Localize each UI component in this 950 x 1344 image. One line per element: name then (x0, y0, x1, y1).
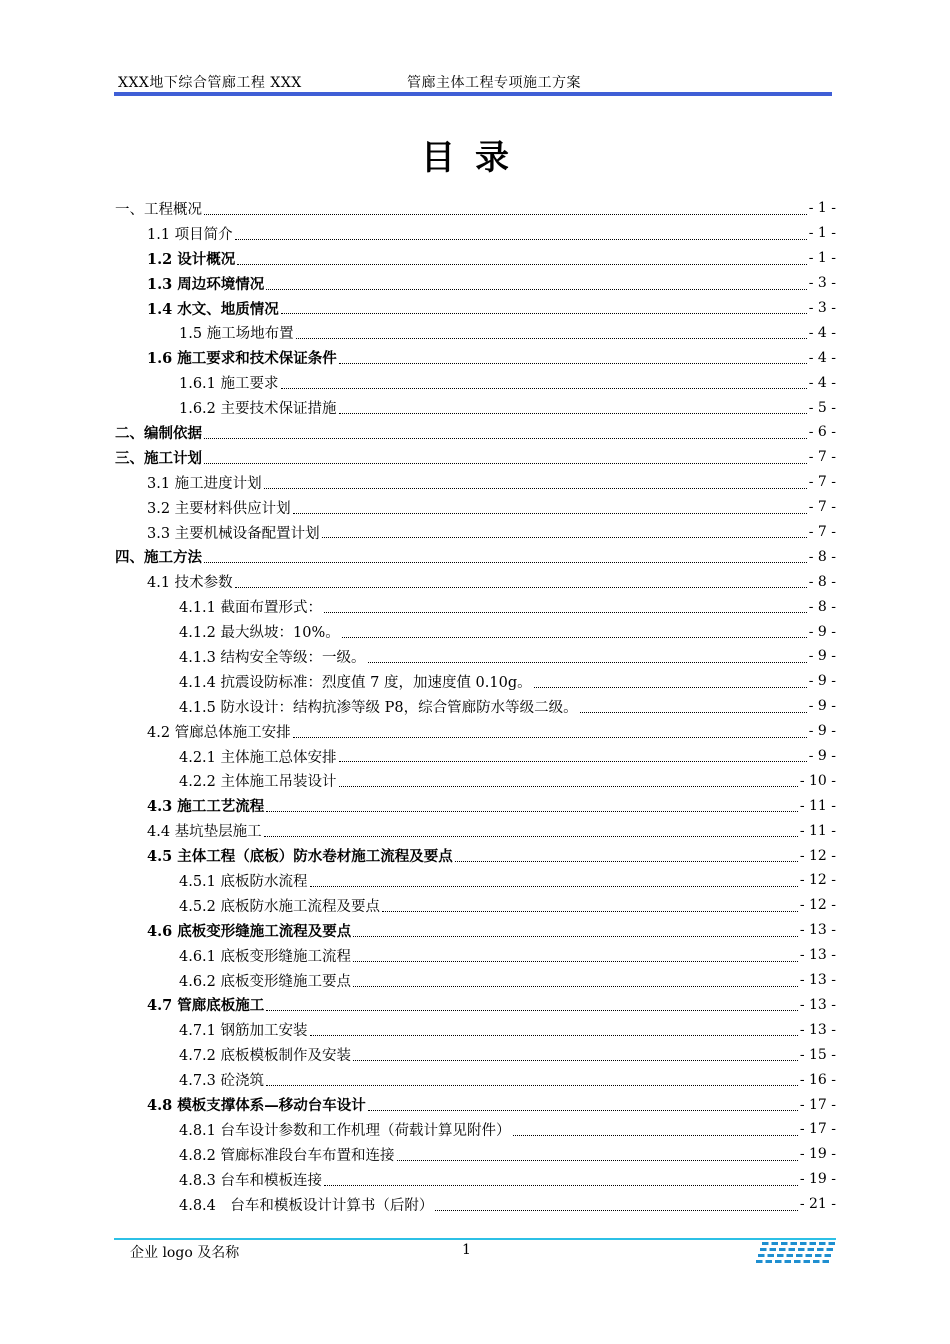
toc-entry[interactable] (115, 470, 836, 495)
toc-entry[interactable] (115, 345, 836, 370)
toc-entry[interactable] (115, 196, 836, 221)
toc-entry-label: 1.2 设计概况 (147, 250, 236, 268)
toc-entry[interactable] (115, 694, 836, 719)
toc-entry[interactable] (115, 544, 836, 569)
toc-entry[interactable] (115, 594, 836, 619)
footer-rule (114, 1238, 836, 1240)
toc-entry[interactable] (115, 1192, 836, 1217)
toc-entry[interactable] (115, 744, 836, 769)
toc-entry-page: - 10 - (799, 772, 836, 789)
toc-entry-page: - 13 - (799, 1021, 836, 1038)
toc-dot-leader (204, 437, 807, 439)
page-header (114, 70, 830, 92)
toc-entry[interactable] (115, 1142, 836, 1167)
toc-entry[interactable] (115, 644, 836, 669)
toc-dot-leader (324, 611, 807, 613)
toc-dot-leader (353, 935, 798, 937)
toc-dot-leader (266, 1009, 798, 1011)
toc-entry-page: - 9 - (808, 673, 836, 690)
header-rule (114, 92, 832, 96)
toc-dot-leader (266, 1084, 798, 1086)
toc-entry-page: - 8 - (808, 598, 836, 615)
toc-entry-label: 4.1 技术参数 (147, 575, 233, 592)
toc-entry[interactable] (115, 943, 836, 968)
toc-entry-page: - 15 - (799, 1046, 836, 1063)
toc-entry-label: 4.1.4 抗震设防标准：烈度值 7 度，加速度值 0.10g。 (179, 674, 532, 691)
toc-entry[interactable] (115, 1117, 836, 1142)
toc-entry[interactable] (115, 569, 836, 594)
toc-dot-leader (264, 835, 798, 837)
toc-entry-page: - 3 - (808, 275, 836, 292)
toc-dot-leader (266, 810, 798, 812)
toc-dot-leader (310, 1034, 798, 1036)
toc-entry[interactable] (115, 619, 836, 644)
toc-entry-label: 4.8.3 台车和模板连接 (179, 1172, 323, 1189)
toc-entry-page: - 9 - (808, 698, 836, 715)
toc-entry-page: - 11 - (799, 822, 836, 839)
table-of-contents (115, 196, 836, 1217)
toc-entry-label: 4.1.3 结构安全等级：一级。 (179, 649, 366, 666)
toc-entry-label: 1.5 施工场地布置 (179, 326, 294, 343)
toc-entry-page: - 7 - (808, 474, 836, 491)
toc-entry-page: - 3 - (808, 300, 836, 316)
toc-entry-page: - 9 - (808, 748, 836, 765)
toc-dot-leader (293, 736, 807, 738)
toc-entry[interactable] (115, 296, 836, 321)
toc-entry[interactable] (115, 768, 836, 793)
toc-dot-leader (296, 337, 807, 339)
toc-entry-label: 4.8.2 管廊标准段台车布置和连接 (179, 1147, 395, 1164)
toc-dot-leader (281, 312, 807, 314)
toc-entry-label: 4.2 管廊总体施工安排 (147, 724, 291, 741)
toc-entry[interactable] (115, 868, 836, 893)
toc-dot-leader (264, 487, 807, 489)
toc-entry-page: - 19 - (799, 1171, 836, 1188)
toc-dot-leader (235, 586, 807, 588)
toc-entry-page: - 9 - (808, 723, 836, 740)
toc-dot-leader (580, 711, 807, 713)
toc-dot-leader (368, 1109, 798, 1111)
toc-entry-label: 4.5.2 底板防水施工流程及要点 (179, 898, 381, 915)
toc-entry-page: - 8 - (808, 548, 836, 565)
toc-entry-label: 1.3 周边环境情况 (147, 275, 265, 293)
toc-entry[interactable] (115, 420, 836, 445)
toc-entry-page: - 19 - (799, 1146, 836, 1163)
toc-entry-label: 4.7.3 砼浇筑 (179, 1073, 265, 1090)
toc-entry-label: 4.2.2 主体施工吊装设计 (179, 774, 337, 791)
toc-entry[interactable] (115, 320, 836, 345)
toc-entry-label: 3.1 施工进度计划 (147, 475, 262, 492)
toc-entry-label: 二、编制依据 (115, 424, 202, 442)
toc-entry[interactable] (115, 445, 836, 470)
toc-entry[interactable] (115, 1167, 836, 1192)
toc-dot-leader (339, 412, 807, 414)
toc-entry[interactable] (115, 246, 836, 271)
toc-entry-page: - 13 - (799, 972, 836, 989)
toc-entry-label: 4.1.1 截面布置形式： (179, 600, 323, 617)
toc-dot-leader (266, 288, 806, 290)
toc-entry-label: 4.4 基坑垫层施工 (147, 824, 262, 841)
toc-entry[interactable] (115, 843, 836, 868)
toc-dot-leader (322, 536, 807, 538)
toc-dot-leader (513, 1134, 798, 1136)
toc-entry[interactable] (115, 1092, 836, 1117)
toc-entry-page: - 21 - (799, 1196, 836, 1213)
toc-dot-leader (310, 885, 798, 887)
toc-entry-page: - 12 - (799, 847, 836, 864)
toc-entry-page: - 4 - (808, 349, 836, 366)
toc-entry-page: - 12 - (799, 897, 836, 914)
toc-entry-label: 4.1.2 最大纵坡：10%。 (179, 625, 340, 642)
toc-entry[interactable] (115, 818, 836, 843)
toc-entry-page: - 1 - (808, 200, 836, 217)
toc-entry-label: 四、施工方法 (115, 549, 202, 567)
toc-entry-label: 1.6 施工要求和技术保证条件 (147, 350, 337, 368)
toc-dot-leader (455, 860, 798, 862)
toc-dot-leader (382, 910, 798, 912)
toc-dot-leader (204, 462, 807, 464)
toc-entry-page: - 1 - (808, 225, 836, 242)
toc-entry-label: 1.6.2 主要技术保证措施 (179, 401, 337, 418)
toc-entry-label: 4.6.2 底板变形缝施工要点 (179, 973, 352, 990)
toc-entry-page: - 7 - (808, 524, 836, 541)
toc-entry-label: 4.8.4 台车和模板设计计算书（后附） (179, 1197, 434, 1214)
toc-entry-page: - 7 - (808, 449, 836, 466)
toc-entry-label: 3.3 主要机械设备配置计划 (147, 525, 320, 542)
toc-entry-label: 3.2 主要材料供应计划 (147, 500, 291, 517)
page-title: 目录 (421, 138, 529, 178)
toc-entry-label: 4.5.1 底板防水流程 (179, 873, 308, 890)
toc-entry-label: 4.7 管廊底板施工 (147, 997, 265, 1015)
toc-dot-leader (281, 387, 807, 389)
toc-dot-leader (235, 238, 807, 240)
toc-entry-label: 1.6.1 施工要求 (179, 376, 279, 393)
toc-dot-leader (534, 686, 807, 688)
toc-entry-label: 4.1.5 防水设计：结构抗渗等级 P8，综合管廊防水等级二级。 (179, 699, 578, 716)
toc-entry-page: - 5 - (808, 399, 836, 416)
toc-entry[interactable] (115, 793, 836, 818)
toc-entry-page: - 8 - (808, 573, 836, 590)
toc-entry-page: - 13 - (799, 996, 836, 1013)
toc-entry-page: - 11 - (799, 797, 836, 814)
toc-dot-leader (353, 960, 798, 962)
toc-entry[interactable] (115, 719, 836, 744)
toc-entry-label: 三、施工计划 (115, 449, 202, 467)
toc-dot-leader (237, 263, 806, 265)
header-project-name: XXX地下综合管廊工程 XXX (118, 75, 302, 91)
toc-dot-leader (353, 1059, 798, 1061)
toc-dot-leader (353, 985, 798, 987)
toc-dot-leader (204, 561, 807, 563)
toc-entry-label: 4.6 底板变形缝施工流程及要点 (147, 922, 352, 940)
toc-entry[interactable] (115, 221, 836, 246)
toc-entry-label: 一、工程概况 (115, 201, 202, 218)
toc-entry[interactable] (115, 520, 836, 545)
toc-entry-page: - 1 - (808, 250, 836, 267)
toc-dot-leader (339, 760, 807, 762)
toc-entry-page: - 12 - (799, 872, 836, 889)
header-document-title: 管廊主体工程专项施工方案 (407, 75, 581, 91)
toc-entry-label: 4.8 模板支撑体系—移动台车设计 (147, 1097, 366, 1114)
toc-entry-page: - 9 - (808, 648, 836, 665)
toc-dot-leader (339, 785, 798, 787)
footer-page-number: 1 (462, 1242, 471, 1258)
toc-entry[interactable] (115, 993, 836, 1018)
toc-entry[interactable] (115, 395, 836, 420)
toc-dot-leader (342, 636, 807, 638)
toc-entry-page: - 7 - (808, 499, 836, 516)
toc-entry-page: - 13 - (799, 947, 836, 964)
footer-company-logo-name: 企业 logo 及名称 (130, 1245, 240, 1261)
toc-entry[interactable] (115, 370, 836, 395)
toc-entry-label: 1.1 项目简介 (147, 226, 233, 243)
toc-entry-label: 4.7.1 钢筋加工安装 (179, 1023, 308, 1040)
toc-entry[interactable] (115, 893, 836, 918)
toc-entry-label: 4.7.2 底板模板制作及安装 (179, 1048, 352, 1065)
toc-entry-page: - 17 - (799, 1096, 836, 1113)
toc-dot-leader (293, 512, 807, 514)
toc-entry-page: - 13 - (799, 922, 836, 939)
toc-dot-leader (368, 661, 807, 663)
toc-entry-label: 4.6.1 底板变形缝施工流程 (179, 948, 352, 965)
toc-entry[interactable] (115, 1067, 836, 1092)
toc-entry-page: - 6 - (808, 424, 836, 441)
company-logo-icon (752, 1238, 838, 1270)
toc-dot-leader (324, 1184, 798, 1186)
toc-dot-leader (339, 362, 807, 364)
toc-entry-page: - 9 - (808, 623, 836, 640)
toc-entry-page: - 17 - (799, 1121, 836, 1138)
toc-entry-label: 4.3 施工工艺流程 (147, 798, 265, 816)
toc-dot-leader (435, 1209, 797, 1211)
toc-entry-label: 1.4 水文、地质情况 (147, 300, 279, 318)
toc-entry-page: - 4 - (808, 324, 836, 341)
toc-entry[interactable] (115, 495, 836, 520)
toc-entry[interactable] (115, 271, 836, 296)
toc-entry[interactable] (115, 669, 836, 694)
toc-entry-label: 4.5 主体工程（底板）防水卷材施工流程及要点 (147, 848, 453, 866)
toc-entry[interactable] (115, 1017, 836, 1042)
toc-entry[interactable] (115, 1042, 836, 1067)
toc-dot-leader (397, 1159, 798, 1161)
toc-dot-leader (204, 213, 807, 215)
toc-entry-label: 4.8.1 台车设计参数和工作机理（荷载计算见附件） (179, 1122, 511, 1139)
toc-entry-page: - 16 - (799, 1071, 836, 1088)
toc-entry[interactable] (115, 968, 836, 993)
toc-entry-label: 4.2.1 主体施工总体安排 (179, 749, 337, 766)
toc-entry-page: - 4 - (808, 374, 836, 391)
toc-entry[interactable] (115, 918, 836, 943)
